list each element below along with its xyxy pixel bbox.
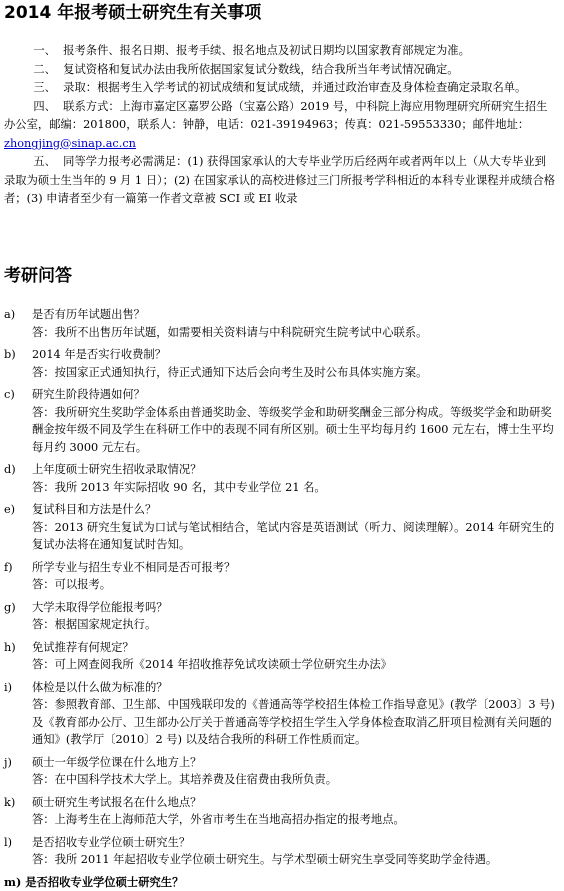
faq-question: 硕士研究生考试报名在什么地点？ <box>32 795 202 809</box>
faq-question: 所学专业与招生专业不相同是否可报考？ <box>32 560 236 574</box>
note-prefix: 四、 <box>33 99 56 113</box>
note-2 <box>4 61 556 80</box>
faq-answer: 答：可以报考。 <box>32 578 112 591</box>
note-4 <box>4 98 556 154</box>
faq-answer: 答：在中国科学技术大学上。其培养费及住宿费由我所负责。 <box>32 773 338 786</box>
faq-marker: a) <box>4 308 16 321</box>
faq-item <box>4 346 556 381</box>
faq-item <box>4 794 556 829</box>
faq-marker: j) <box>4 755 12 769</box>
faq-marker: f) <box>4 560 13 574</box>
note-prefix: 五、 <box>33 155 56 168</box>
faq-answer: 答：参照教育部、卫生部、中国残联印发的《普通高等学校招生体检工作指导意见》(教学〔2003〕3 号) 及《教育部办公厅、卫生部办公厅关于普通高等学校招生学生入学身体检查取消乙肝项目检测有关问题的通知》(教学厅〔2010〕2 号) 以及结合我所的科研工作性质而定。 <box>32 698 555 746</box>
page-title: 2014 年报考硕士研究生有关事项 <box>4 3 262 23</box>
faq-marker: i) <box>4 680 13 694</box>
faq-question: 研究生阶段待遇如何？ <box>32 388 145 401</box>
faq-item <box>4 461 556 496</box>
faq-item <box>4 559 556 594</box>
faq-answer: 答：可上网查阅我所《2014 年招收推荐免试攻读硕士学位研究生办法》 <box>32 658 392 671</box>
faq-item <box>4 386 556 456</box>
note-text: 联系方式：上海市嘉定区嘉罗公路（宝嘉公路）2019 号，中科院上海应用物理研究所研究生招生办公室，邮编：201800，联系人：钟静，电话：021-39194963；传真：021-59553330；邮件地址： <box>4 99 548 131</box>
faq-question: 是否有历年试题出售？ <box>32 308 145 321</box>
note-text: 复试资格和复试办法由我所依据国家复试分数线，结合我所当年考试情况确定。 <box>63 62 459 76</box>
faq-heading: 考研问答 <box>4 266 72 286</box>
note-text: 报考条件、报名日期、报考手续、报名地点及初试日期均以国家教育部规定为准。 <box>63 44 470 57</box>
faq-item <box>4 501 556 554</box>
faq-question: 复试科目和方法是什么？ <box>32 503 157 516</box>
note-text: 录取：根据考生入学考试的初试成绩和复试成绩，并通过政治审查及身体检查确定录取名单。 <box>63 81 527 94</box>
faq-marker: k) <box>4 795 16 809</box>
faq-answer: 答：我所 2011 年起招收专业学位硕士研究生。与学术型硕士研究生享受同等奖助学金待遇。 <box>32 853 498 866</box>
faq-answer: 答：我所研究生奖助学金体系由普通奖助金、等级奖学金和助研奖酬金三部分构成。等级奖学金和助研奖酬金按年级不同及学生在科研工作中的表现不同有所区别。硕士生平均每月约 1600 元左右，博士生平均每月约 3000 元左右。 <box>32 405 554 454</box>
faq-marker: b) <box>4 348 16 361</box>
faq-question: 硕士一年级学位课在什么地方上？ <box>32 755 202 769</box>
faq-question: 大学未取得学位能报考吗？ <box>32 600 168 614</box>
faq-answer: 答：我所 2013 年实际招收 90 名，其中专业学位 21 名。 <box>32 480 326 494</box>
faq-marker: h) <box>4 640 16 654</box>
faq-item <box>4 599 556 634</box>
faq-list <box>4 306 556 874</box>
email-link[interactable]: zhongjing@sinap.ac.cn <box>4 136 136 150</box>
cutoff-line: m) 是否招收专业学位硕士研究生？ <box>4 875 184 889</box>
note-prefix: 三、 <box>33 81 56 94</box>
note-3 <box>4 79 556 98</box>
faq-item <box>4 754 556 789</box>
faq-marker: d) <box>4 463 16 476</box>
faq-question: 上年度硕士研究生招收录取情况？ <box>32 463 202 476</box>
note-prefix: 一、 <box>33 44 56 57</box>
note-text: 同等学力报考必需满足：(1) 获得国家承认的大专毕业学历后经两年或者两年以上（从大专毕业到录取为硕士生当年的 9 月 1 日）；(2) 在国家承认的高校进修过三门所报考学科相近的本科专业课程并成绩合格者；(3) 申请者至少有一篇第一作者文章被 SCI 或 EI 收录 <box>4 155 556 205</box>
faq-item <box>4 679 556 749</box>
faq-question: 免试推荐有何规定？ <box>32 640 134 654</box>
note-prefix: 二、 <box>33 62 56 76</box>
faq-question: 是否招收专业学位硕士研究生？ <box>32 835 191 849</box>
faq-answer: 答：按国家正式通知执行，待正式通知下达后会向考生及时公布具体实施方案。 <box>32 365 428 379</box>
faq-marker: l) <box>4 835 13 849</box>
notes-section <box>4 42 556 209</box>
faq-question: 2014 年是否实行收费制？ <box>32 348 167 361</box>
faq-item <box>4 306 556 341</box>
note-5 <box>4 153 556 209</box>
faq-marker: g) <box>4 600 16 614</box>
faq-question: 体检是以什么做为标准的？ <box>32 680 168 694</box>
faq-answer: 答：上海考生在上海师范大学，外省市考生在当地高招办指定的报考地点。 <box>32 813 405 826</box>
faq-item <box>4 639 556 674</box>
faq-marker: c) <box>4 388 15 401</box>
faq-answer: 答：2013 研究生复试为口试与笔试相结合，笔试内容是英语测试（听力、阅读理解）。2014 年研究生的复试办法将在通知复试时告知。 <box>32 520 555 551</box>
faq-answer: 答：我所不出售历年试题，如需要相关资料请与中科院研究生院考试中心联系。 <box>32 325 428 339</box>
note-1 <box>4 42 556 61</box>
faq-marker: e) <box>4 503 16 516</box>
faq-answer: 答：根据国家规定执行。 <box>32 618 157 631</box>
faq-item <box>4 834 556 869</box>
